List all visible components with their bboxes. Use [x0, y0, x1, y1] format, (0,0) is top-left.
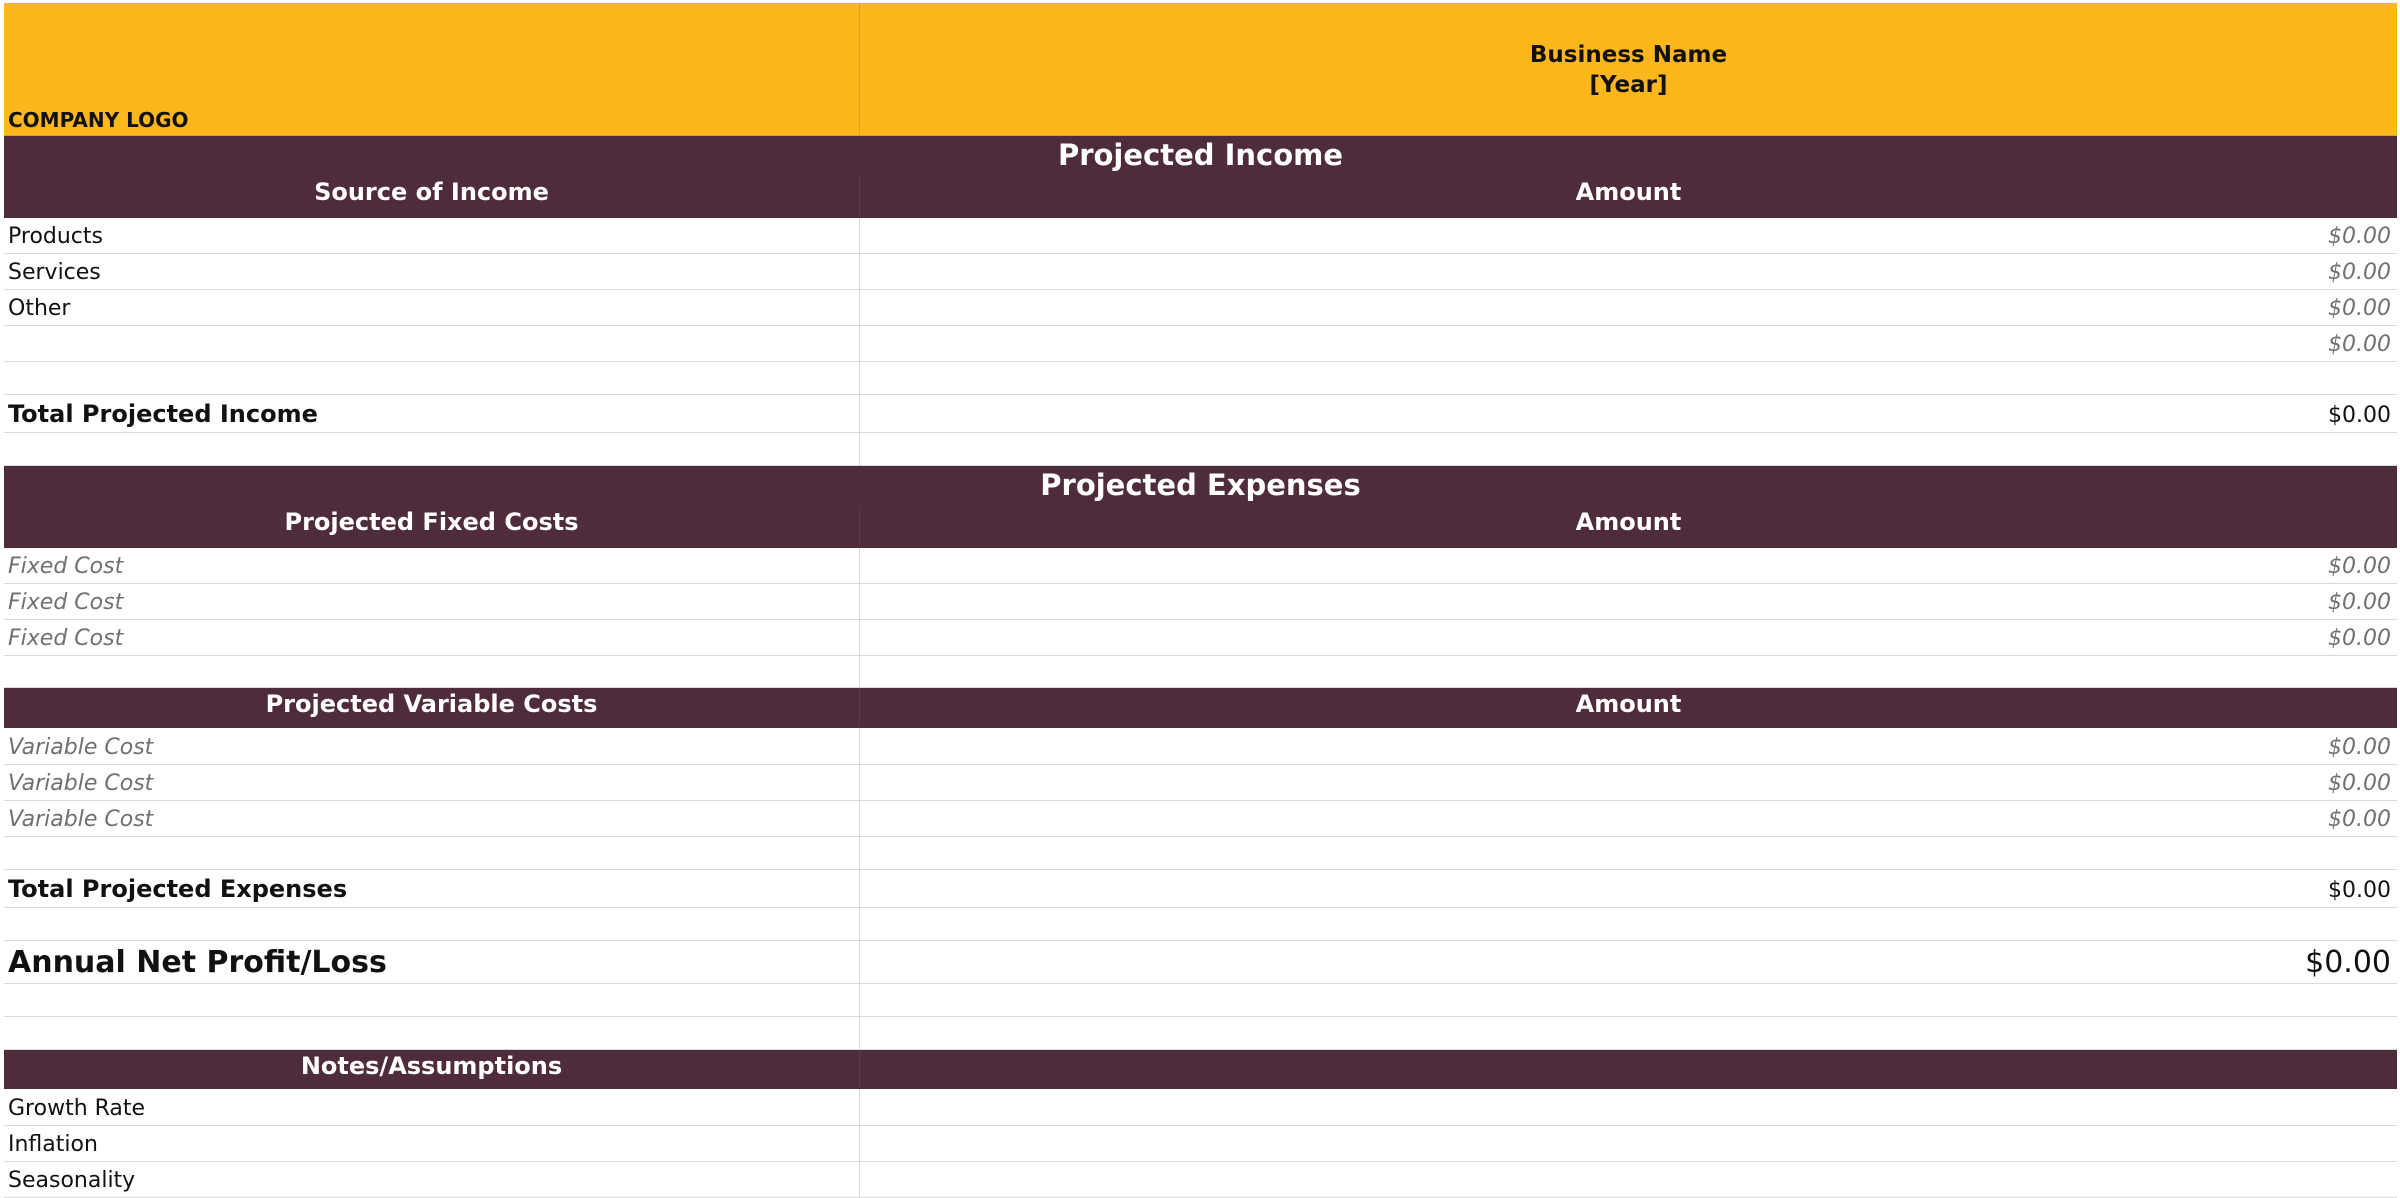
- income-amount-cell[interactable]: [860, 254, 2397, 289]
- empty-cell[interactable]: [4, 908, 860, 940]
- fixed-col2-label: Amount: [1575, 508, 1682, 536]
- income-amount: $0.00: [2328, 260, 2391, 285]
- expenses-section-header: [4, 466, 2397, 548]
- empty-cell[interactable]: [4, 433, 860, 465]
- empty-cell[interactable]: [4, 362, 860, 394]
- note-value-cell[interactable]: [860, 1126, 2397, 1161]
- empty-cell[interactable]: [860, 433, 2397, 465]
- income-label-cell[interactable]: [4, 218, 860, 253]
- income-amount-cell[interactable]: [860, 218, 2397, 253]
- income-source-label: Products: [8, 224, 103, 249]
- empty-cell[interactable]: [860, 908, 2397, 940]
- variable-cost-label-cell[interactable]: [4, 801, 860, 836]
- income-amount-cell[interactable]: [860, 326, 2397, 361]
- business-title: [860, 40, 2397, 100]
- fixed-cost-amount-cell[interactable]: [860, 548, 2397, 583]
- variable-col2-label: Amount: [1575, 690, 1682, 718]
- total-income-amount: $0.00: [2328, 403, 2391, 428]
- note-value-cell[interactable]: [860, 1089, 2397, 1125]
- note-label: Growth Rate: [8, 1096, 146, 1121]
- total-expenses-label: Total Projected Expenses: [8, 875, 348, 903]
- table-row: [4, 1089, 2397, 1126]
- variable-cost-amount: $0.00: [2328, 735, 2391, 760]
- income-label-cell[interactable]: [4, 254, 860, 289]
- income-label-cell[interactable]: [4, 290, 860, 325]
- fixed-col1-label: Projected Fixed Costs: [284, 508, 579, 536]
- income-amount-cell[interactable]: [860, 290, 2397, 325]
- income-amount: $0.00: [2328, 296, 2391, 321]
- income-source-label: Other: [8, 296, 71, 321]
- variable-cost-label: Variable Cost: [8, 771, 154, 796]
- header-row: [4, 3, 2397, 136]
- fixed-cost-amount-cell[interactable]: [860, 584, 2397, 619]
- income-col1-header[interactable]: [4, 176, 860, 217]
- table-row: [4, 254, 2397, 290]
- income-amount: $0.00: [2328, 224, 2391, 249]
- table-row: [4, 218, 2397, 254]
- total-income-label: Total Projected Income: [8, 400, 318, 428]
- income-col2-label: Amount: [1575, 178, 1682, 206]
- variable-cost-label-cell[interactable]: [4, 728, 860, 764]
- notes-header-empty-cell[interactable]: [860, 1050, 2397, 1088]
- table-row: [4, 290, 2397, 326]
- expenses-section-title: Projected Expenses: [1040, 468, 1361, 502]
- fixed-cost-label-cell[interactable]: [4, 584, 860, 619]
- empty-row: [4, 433, 2397, 466]
- note-value-cell[interactable]: [860, 1162, 2397, 1197]
- note-label-cell[interactable]: [4, 1089, 860, 1125]
- variable-cost-label: Variable Cost: [8, 735, 154, 760]
- income-col2-header[interactable]: [860, 176, 2397, 217]
- business-name-cell[interactable]: [860, 3, 2397, 135]
- net-profit-row: [4, 941, 2397, 984]
- fixed-cost-amount: $0.00: [2328, 554, 2391, 579]
- variable-col1-label: Projected Variable Costs: [265, 690, 598, 718]
- income-section-header: [4, 136, 2397, 218]
- table-row: [4, 620, 2397, 656]
- business-name: Business Name: [1529, 42, 1728, 68]
- table-row: [4, 728, 2397, 765]
- fixed-cost-label: Fixed Cost: [8, 590, 124, 615]
- note-label: Inflation: [8, 1132, 98, 1157]
- note-label-cell[interactable]: [4, 1162, 860, 1197]
- notes-section-header: [4, 1050, 2397, 1089]
- total-expenses-label-cell[interactable]: [4, 870, 860, 907]
- table-row: [4, 1126, 2397, 1162]
- net-profit-label-cell[interactable]: [4, 941, 860, 983]
- notes-header-cell[interactable]: [4, 1050, 860, 1088]
- empty-cell[interactable]: [4, 656, 860, 687]
- note-label: Seasonality: [8, 1168, 136, 1193]
- notes-title: Notes/Assumptions: [300, 1052, 563, 1080]
- empty-row: [4, 656, 2397, 688]
- note-label-cell[interactable]: [4, 1126, 860, 1161]
- table-row: [4, 584, 2397, 620]
- business-year: [Year]: [1589, 72, 1668, 98]
- income-label-cell[interactable]: [4, 326, 860, 361]
- empty-cell[interactable]: [860, 362, 2397, 394]
- income-amount: $0.00: [2328, 332, 2391, 357]
- net-profit-label: Annual Net Profit/Loss: [8, 945, 387, 980]
- total-income-row: [4, 395, 2397, 433]
- empty-cell[interactable]: [4, 837, 860, 869]
- empty-cell[interactable]: [4, 984, 860, 1016]
- table-row: [4, 1162, 2397, 1198]
- total-expenses-amount: $0.00: [2328, 878, 2391, 903]
- logo-cell[interactable]: [4, 3, 860, 135]
- empty-row: [4, 837, 2397, 870]
- fixed-cost-label-cell[interactable]: [4, 620, 860, 655]
- empty-row: [4, 362, 2397, 395]
- fixed-cost-amount: $0.00: [2328, 626, 2391, 651]
- variable-col1-header[interactable]: [4, 688, 860, 727]
- table-row: [4, 548, 2397, 584]
- table-row: [4, 801, 2397, 837]
- income-section-title: Projected Income: [1057, 138, 1344, 172]
- variable-cost-amount-cell[interactable]: [860, 801, 2397, 836]
- empty-cell[interactable]: [4, 1017, 860, 1049]
- variable-cost-amount: $0.00: [2328, 771, 2391, 796]
- variable-cost-amount: $0.00: [2328, 807, 2391, 832]
- variable-costs-header: [4, 688, 2397, 728]
- income-source-label: Services: [8, 260, 101, 285]
- empty-cell[interactable]: [860, 656, 2397, 687]
- table-row: [4, 326, 2397, 362]
- fixed-col1-header[interactable]: [4, 506, 860, 547]
- income-col1-label: Source of Income: [314, 178, 549, 206]
- fixed-cost-label: Fixed Cost: [8, 626, 124, 651]
- total-expenses-row: [4, 870, 2397, 908]
- fixed-cost-label-cell[interactable]: [4, 548, 860, 583]
- variable-col2-header[interactable]: [860, 688, 2397, 727]
- net-profit-amount: $0.00: [2305, 945, 2391, 980]
- empty-row: [4, 984, 2397, 1017]
- empty-row: [4, 1017, 2397, 1050]
- variable-cost-amount-cell[interactable]: [860, 728, 2397, 764]
- empty-cell[interactable]: [860, 1017, 2397, 1049]
- empty-cell[interactable]: [860, 984, 2397, 1016]
- fixed-cost-amount-cell[interactable]: [860, 620, 2397, 655]
- variable-cost-amount-cell[interactable]: [860, 765, 2397, 800]
- fixed-col2-header[interactable]: [860, 506, 2397, 547]
- empty-row: [4, 908, 2397, 941]
- variable-cost-label: Variable Cost: [8, 807, 154, 832]
- net-profit-amount-cell[interactable]: [860, 941, 2397, 983]
- fixed-cost-label: Fixed Cost: [8, 554, 124, 579]
- empty-cell[interactable]: [860, 837, 2397, 869]
- fixed-cost-amount: $0.00: [2328, 590, 2391, 615]
- total-expenses-amount-cell[interactable]: [860, 870, 2397, 907]
- table-row: [4, 765, 2397, 801]
- company-logo: COMPANY LOGO: [8, 108, 189, 132]
- variable-cost-label-cell[interactable]: [4, 765, 860, 800]
- total-income-label-cell[interactable]: [4, 395, 860, 432]
- total-income-amount-cell[interactable]: [860, 395, 2397, 432]
